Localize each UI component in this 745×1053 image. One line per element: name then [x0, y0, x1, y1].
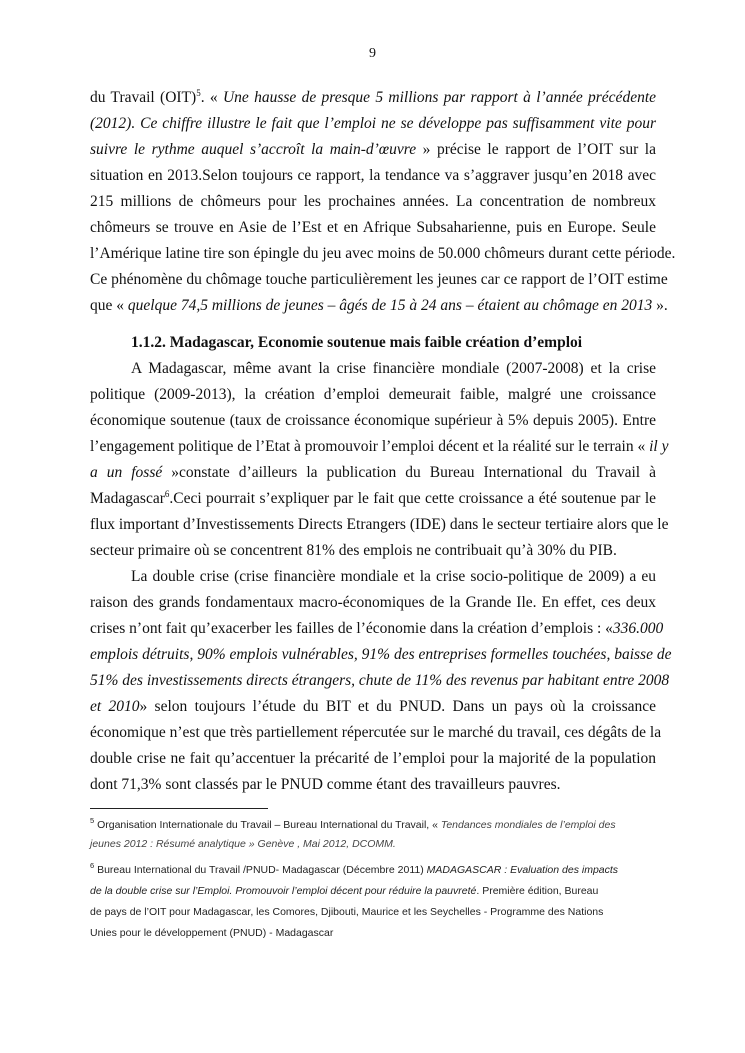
text-line: suivre le rythme auquel s’accroît la main-d’œuvre » précise le rapport de l’OIT sur la — [90, 141, 656, 158]
text-line: économique soutenue (taux de croissance économique supérieur à 5% depuis 2005). Entre — [90, 412, 656, 429]
text-line: du Travail (OIT)$^5$. « Une hausse de presque 5 millions par rapport à l’année précédente — [90, 88, 657, 106]
text-line: raison des grands fondamentaux macro-économiques de la Grande Ile. En effet, ces deux — [90, 594, 656, 611]
footnote-6-cont: Unies pour le développement (PNUD) - Madagascar — [90, 927, 334, 939]
text-line: 51% des investissements directs étrangers, chute de 11% des revenus par habitant entre 2008 — [90, 672, 670, 689]
text-line: a un fossé »constate d’ailleurs la publication du Bureau International du Travail à — [90, 464, 656, 481]
text-line: Ce phénomène du chômage touche particulièrement les jeunes car ce rapport de l’OIT estime — [90, 271, 668, 288]
text-line: secteur primaire où se concentrent 81% des emplois ne contribuait qu’à 30% du PIB. — [90, 542, 617, 559]
footnote-5-cont: jeunes 2012 : Résumé analytique » Genève , Mai 2012, DCOMM. — [90, 838, 396, 850]
footnote-6: $^6$ Bureau International du Travail /PNUD- Madagascar (Décembre 2011) MADAGASCAR : Evaluation des impacts — [90, 861, 619, 876]
text-line: emplois détruits, 90% emplois vulnérables, 91% des entreprises formelles touchées, baisse de — [90, 646, 672, 663]
footnote-5: $^5$ Organisation Internationale du Travail – Bureau International du Travail, « Tendances mondiales de l’emploi des — [90, 816, 616, 831]
text-line: l’Amérique latine tire son épingle du jeu avec moins de 50.000 chômeurs durant cette période. — [90, 245, 676, 262]
text-line: politique (2009-2013), la création d’emploi demeurait faible, malgré une croissance — [90, 386, 656, 403]
text-line: double crise ne fait qu’accentuer la précarité de l’emploi pour la majorité de la population — [90, 750, 656, 767]
text-line: que « quelque 74,5 millions de jeunes – âgés de 15 à 24 ans – étaient au chômage en 2013 ». — [90, 297, 668, 314]
footnote-6-cont: de pays de l’OIT pour Madagascar, les Comores, Djibouti, Maurice et les Seychelles - Programme des Nations — [90, 906, 604, 918]
text-line: économique n’est que très partiellement répercutée sur le marché du travail, ces dégâts de la — [90, 724, 662, 741]
text-line: Madagascar$^6$.Ceci pourrait s’expliquer par le fait que cette croissance a été soutenue par le — [90, 489, 656, 507]
text-line: chômeurs se trouve en Asie de l’Est et en Afrique Subsaharienne, puis en Europe. Seule — [90, 219, 656, 236]
text-line: 215 millions de chômeurs pour les prochaines années. La concentration de nombreux — [90, 193, 656, 210]
text-line: A Madagascar, même avant la crise financière mondiale (2007-2008) et la crise — [131, 360, 656, 377]
text-line: dont 71,3% sont classés par le PNUD comme étant des travailleurs pauvres. — [90, 776, 561, 793]
text-line: (2012). Ce chiffre illustre le fait que l’emploi ne se développe pas suffisamment vite pour — [90, 115, 656, 132]
text-line: flux important d’Investissements Directs Etrangers (IDE) dans le secteur tertiaire alors que le — [90, 516, 669, 533]
text-line: La double crise (crise financière mondiale et la crise socio-politique de 2009) a eu — [131, 568, 656, 585]
text-line: crises n’ont fait qu’exacerber les failles de l’économie dans la création d’emplois : «336.000 — [90, 620, 664, 637]
footnote-6-cont: de la double crise sur l’Emploi. Promouvoir l’emploi décent pour réduire la pauvreté. Première édition, Bureau — [90, 885, 599, 897]
section-heading: 1.1.2. Madagascar, Economie soutenue mais faible création d’emploi — [131, 334, 583, 351]
page-number: 9 — [369, 46, 376, 61]
text-line: l’engagement politique de l’Etat à promouvoir l’emploi décent et la réalité sur le terrain « il y — [90, 438, 669, 455]
text-line: et 2010» selon toujours l’étude du BIT et du PNUD. Dans un pays où la croissance — [90, 698, 657, 715]
text-line: situation en 2013.Selon toujours ce rapport, la tendance va s’aggraver jusqu’en 2018 avec — [90, 167, 656, 184]
footnote-separator — [90, 808, 268, 809]
